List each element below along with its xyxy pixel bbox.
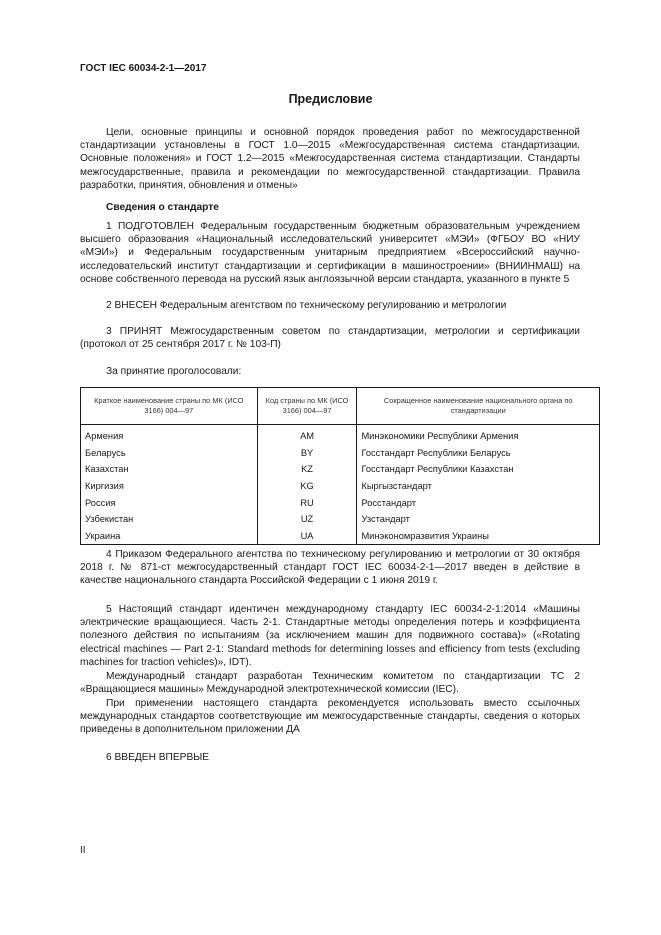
item-4-paragraph: 4 Приказом Федерального агентства по техническому регулированию и метрологии от 30 октября 2018 г. № 871-ст межгосударственный стандарт ГОСТ IEC 60034-2-1—2017 введен в действие в качестве национального стандарта Российской Федерации с 1 июня 2019 г.	[80, 549, 580, 587]
code-cell: BY	[257, 445, 357, 462]
item-5-note-tc: Международный стандарт разработан Техническим комитетом по стандартизации ТС 2 «Вращающиеся машины» Международной электротехнической комиссии (IEC).	[80, 671, 580, 696]
agency-cell: Минэкономики Республики Армения	[357, 425, 600, 445]
item-3-paragraph: 3 ПРИНЯТ Межгосударственным советом по стандартизации, метрологии и сертификации (протокол от 25 сентября 2017 г. № 103-П)	[80, 326, 580, 351]
agency-cell: Кыргызстандарт	[357, 478, 600, 495]
agency-cell: Минэкономразвития Украины	[357, 528, 600, 545]
country-cell: Узбекистан	[81, 511, 258, 528]
table-row	[81, 528, 600, 545]
item-1-paragraph: 1 ПОДГОТОВЛЕН Федеральным государственным бюджетным образовательным учреждением высшего образования «Национальный исследовательский университет «МЭИ» (ФГБОУ ВО «НИУ «МЭИ») и Федеральным государственным унитарным предприятием «Всероссийский научно-исследовательский институт стандартизации и сертификации в машиностроении» (ВНИИНМАШ) на основе собственного перевода на русский язык англоязычной версии стандарта, указанного в пункте 5	[80, 221, 580, 285]
table-row	[81, 511, 600, 528]
item-5-note-usage: При применении настоящего стандарта рекомендуется использовать вместо ссылочных международных стандартов соответствующие им межгосударственные стандарты, сведения о которых приведены в дополнительном приложении ДА	[80, 698, 580, 736]
item-2-paragraph: 2 ВНЕСЕН Федеральным агентством по техническому регулированию и метрологии	[106, 300, 507, 311]
table-row	[81, 494, 600, 511]
document-code-header: ГОСТ IEC 60034-2-1—2017	[80, 63, 207, 74]
code-cell: UA	[257, 528, 357, 545]
table-row	[81, 445, 600, 462]
table-row	[81, 425, 600, 445]
country-cell: Украина	[81, 528, 258, 545]
country-cell: Киргизия	[81, 478, 258, 495]
country-cell: Беларусь	[81, 445, 258, 462]
code-cell: KZ	[257, 461, 357, 478]
column-header-code: Код страны по МК (ИСО 3166) 004—97	[257, 388, 357, 425]
table-row	[81, 478, 600, 495]
country-cell: Россия	[81, 494, 258, 511]
column-header-country: Краткое наименование страны по МК (ИСО 3166) 004—97	[81, 388, 258, 425]
country-cell: Армения	[81, 425, 258, 445]
page-number: II	[80, 845, 86, 856]
table-header-row	[81, 388, 600, 425]
agency-cell: Госстандарт Республики Казахстан	[357, 461, 600, 478]
code-cell: AM	[257, 425, 357, 445]
voting-countries-table	[80, 387, 600, 545]
code-cell: RU	[257, 494, 357, 511]
agency-cell: Росстандарт	[357, 494, 600, 511]
table-row	[81, 461, 600, 478]
agency-cell: Госстандарт Республики Беларусь	[357, 445, 600, 462]
voted-label: За принятие проголосовали:	[106, 366, 242, 377]
code-cell: UZ	[257, 511, 357, 528]
column-header-agency: Сокращенное наименование национального органа по стандартизации	[357, 388, 600, 425]
country-cell: Казахстан	[81, 461, 258, 478]
item-6-paragraph: 6 ВВЕДЕН ВПЕРВЫЕ	[106, 752, 210, 763]
page-title: Предисловие	[288, 92, 373, 106]
agency-cell: Узстандарт	[357, 511, 600, 528]
item-5-paragraph: 5 Настоящий стандарт идентичен международному стандарту IEC 60034-2-1:2014 «Машины электрические вращающиеся. Часть 2-1. Стандартные методы определения потерь и коэффициента полезного действия по испытаниям (за исключением машин для подвижного состава)» («Rotating electrical machines — Part 2-1: Standard methods for determining losses and efficiency from tests (excluding machines for traction vehicles)», IDT).	[80, 604, 580, 668]
intro-paragraph: Цели, основные принципы и основной порядок проведения работ по межгосударственной стандартизации установлены в ГОСТ 1.0—2015 «Межгосударственная система стандартизации. Основные положения» и ГОСТ 1.2—2015 «Межгосударственная система стандартизации. Стандарты межгосударственные, правила и рекомендации по межгосударственной стандартизации. Правила разработки, принятия, обновления и отмены»	[80, 127, 580, 191]
section-heading: Сведения о стандарте	[106, 202, 219, 213]
code-cell: KG	[257, 478, 357, 495]
